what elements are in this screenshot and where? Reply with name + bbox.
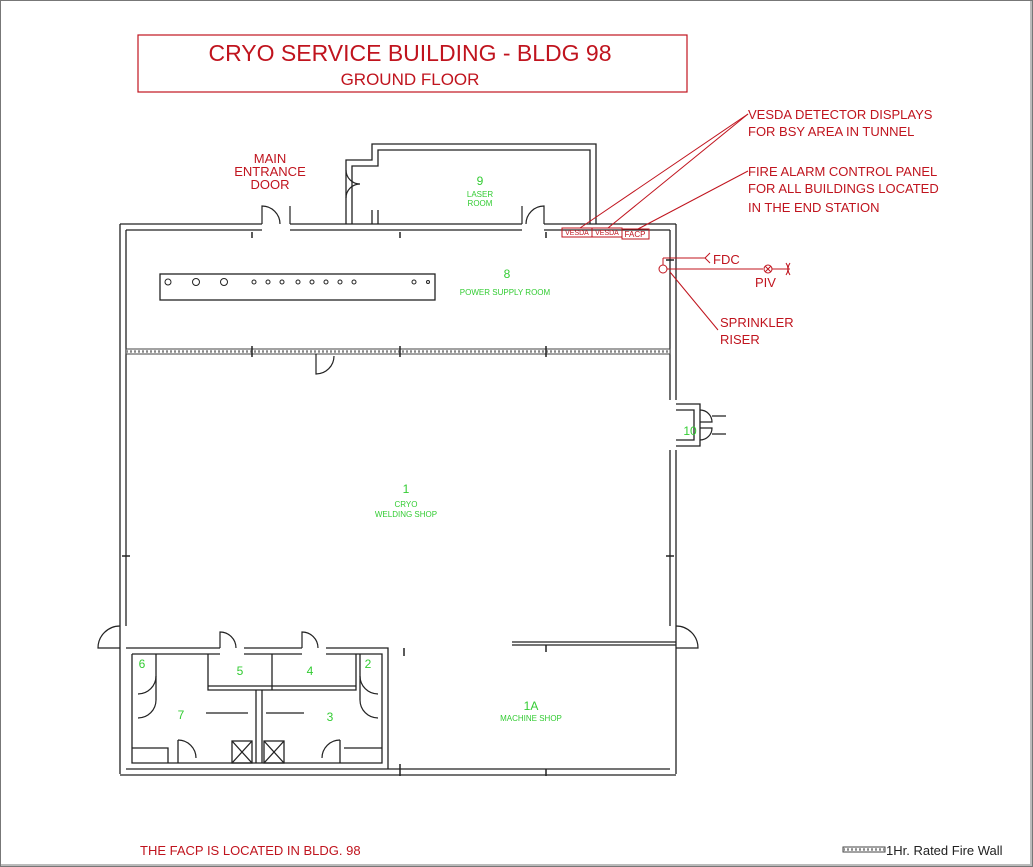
drawing-subtitle: GROUND FLOOR [340,70,480,89]
room-9-name-line1: LASER [466,190,494,199]
building-walls [120,144,700,775]
room-1-name-line1: CRYO [394,500,418,509]
facp-box-label: FACP [624,230,646,239]
facp-note-line3: IN THE END STATION [748,200,880,215]
room-2-number: 2 [364,657,372,671]
sprinkler-label-1: SPRINKLER [720,315,794,330]
main-entrance-label-2: ENTRANCE [234,164,306,179]
main-entrance-label-1: MAIN [253,151,287,166]
room-6-number: 6 [138,657,146,671]
room-1-number: 1 [402,482,410,496]
room-7-number: 7 [177,708,185,722]
vesda-display-2-label: VESDA [595,230,619,237]
footer-note: THE FACP IS LOCATED IN BLDG. 98 [140,843,361,858]
annotations [140,107,939,858]
doors [98,170,726,758]
room-1a-name: MACHINE SHOP [500,714,562,723]
room-9-name-line2: ROOM [467,199,493,208]
sprinkler-riser-symbol [659,265,667,273]
room-5-number: 5 [236,664,244,678]
legend-fire-wall-label: 1Hr. Rated Fire Wall [886,843,1003,858]
fdc-label: FDC [713,252,740,267]
room-9-number: 9 [476,174,484,188]
room-3-number: 3 [326,710,334,724]
drawing-title: CRYO SERVICE BUILDING - BLDG 98 [208,40,612,66]
sprinkler-label-2: RISER [720,332,760,347]
legend [843,843,1003,858]
room-1-name-line2: WELDING SHOP [374,510,438,519]
room-10-number: 10 [683,424,697,438]
fire-wall [126,349,670,354]
vesda-display-1-label: VESDA [565,230,589,237]
vesda-note-line2: FOR BSY AREA IN TUNNEL [748,124,915,139]
main-entrance-label-3: DOOR [250,177,290,192]
facp-note-line2: FOR ALL BUILDINGS LOCATED [748,181,939,196]
facp-note-line1: FIRE ALARM CONTROL PANEL [748,164,938,179]
room-4-number: 4 [306,664,314,678]
power-supply-equipment [165,279,430,286]
piv-label: PIV [755,275,776,290]
leader-lines [580,114,748,330]
room-8-number: 8 [503,267,511,281]
vesda-note-line1: VESDA DETECTOR DISPLAYS [748,107,933,122]
room-8-name: POWER SUPPLY ROOM [459,288,551,297]
room-1a-number: 1A [523,699,539,713]
